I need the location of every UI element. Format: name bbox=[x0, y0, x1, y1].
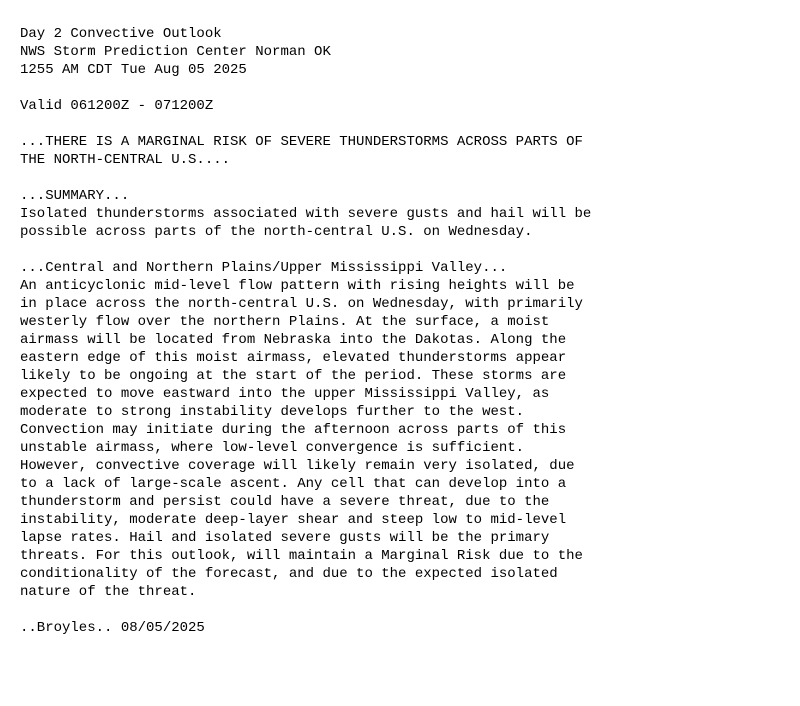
discussion-line: conditionality of the forecast, and due to the expected isolated bbox=[20, 566, 558, 582]
valid-period: Valid 061200Z - 071200Z bbox=[20, 98, 214, 114]
spacer bbox=[20, 601, 780, 619]
discussion-line: An anticyclonic mid-level flow pattern with rising heights will be bbox=[20, 278, 575, 294]
discussion-line: thunderstorm and persist could have a severe threat, due to the bbox=[20, 494, 550, 510]
summary-heading: ...SUMMARY... bbox=[20, 188, 130, 204]
spacer bbox=[20, 115, 780, 133]
discussion-line: in place across the north-central U.S. on Wednesday, with primarily bbox=[20, 296, 583, 312]
discussion-line: westerly flow over the northern Plains. At the surface, a moist bbox=[20, 314, 550, 330]
discussion-line: moderate to strong instability develops further to the west. bbox=[20, 404, 525, 420]
discussion-line: threats. For this outlook, will maintain a Marginal Risk due to the bbox=[20, 548, 583, 564]
discussion-line: expected to move eastward into the upper Mississippi Valley, as bbox=[20, 386, 550, 402]
discussion-line: Convection may initiate during the afternoon across parts of this bbox=[20, 422, 567, 438]
discussion-line: eastern edge of this moist airmass, elevated thunderstorms appear bbox=[20, 350, 567, 366]
discussion-line: airmass will be located from Nebraska into the Dakotas. Along the bbox=[20, 332, 567, 348]
discussion-line: to a lack of large-scale ascent. Any cell that can develop into a bbox=[20, 476, 567, 492]
discussion-line: lapse rates. Hail and isolated severe gusts will be the primary bbox=[20, 530, 550, 546]
discussion-line: likely to be ongoing at the start of the period. These storms are bbox=[20, 368, 567, 384]
discussion-body bbox=[20, 277, 780, 601]
discussion-line: nature of the threat. bbox=[20, 584, 197, 600]
summary-line: Isolated thunderstorms associated with severe gusts and hail will be bbox=[20, 206, 592, 222]
summary-line: possible across parts of the north-central U.S. on Wednesday. bbox=[20, 224, 533, 240]
spacer bbox=[20, 241, 780, 259]
risk-headline-line: ...THERE IS A MARGINAL RISK OF SEVERE THUNDERSTORMS ACROSS PARTS OF bbox=[20, 134, 583, 150]
issuing-office: NWS Storm Prediction Center Norman OK bbox=[20, 44, 331, 60]
spacer bbox=[20, 79, 780, 97]
risk-headline-line: THE NORTH-CENTRAL U.S.... bbox=[20, 152, 231, 168]
issue-time: 1255 AM CDT Tue Aug 05 2025 bbox=[20, 62, 247, 78]
discussion-line: However, convective coverage will likely remain very isolated, due bbox=[20, 458, 575, 474]
discussion-line: instability, moderate deep-layer shear and steep low to mid-level bbox=[20, 512, 567, 528]
outlook-title: Day 2 Convective Outlook bbox=[20, 26, 222, 42]
spacer bbox=[20, 169, 780, 187]
forecaster-signature: ..Broyles.. 08/05/2025 bbox=[20, 620, 205, 636]
discussion-line: unstable airmass, where low-level convergence is sufficient. bbox=[20, 440, 525, 456]
discussion-heading: ...Central and Northern Plains/Upper Mississippi Valley... bbox=[20, 260, 508, 276]
